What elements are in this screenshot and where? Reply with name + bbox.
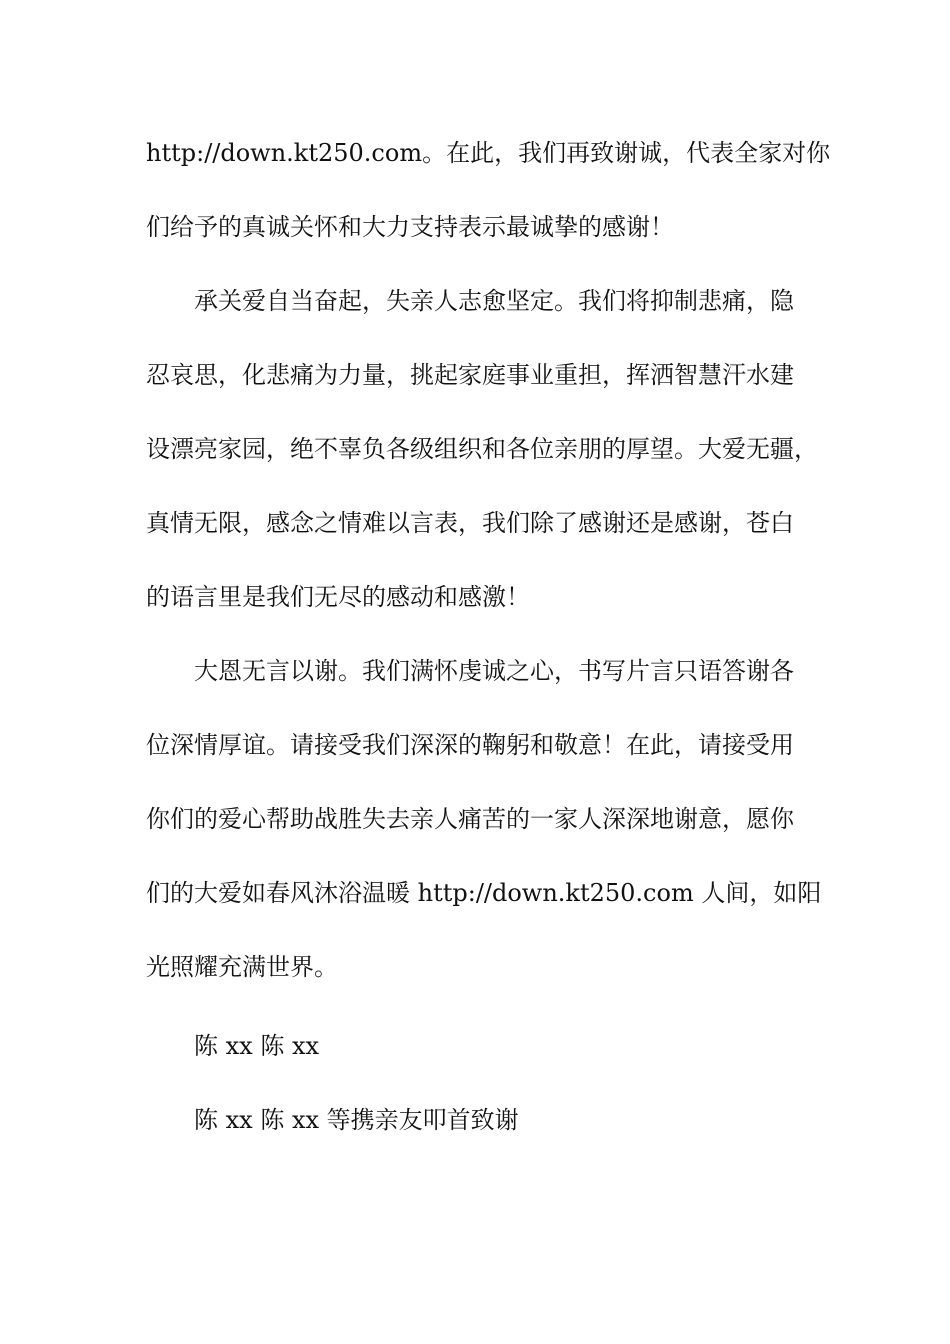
paragraph-3-line-3: 你们的爱心帮助战胜失去亲人痛苦的一家人深深地谢意，愿你 [146, 805, 794, 833]
paragraph-1-line-1: http://down.kt250.com。在此，我们再致谢诚，代表全家对你 [146, 139, 831, 167]
signature-line-1: 陈 xx 陈 xx [194, 1032, 320, 1060]
signature-line-2: 陈 xx 陈 xx 等携亲友叩首致谢 [194, 1106, 519, 1134]
paragraph-3-line-4: 们的大爱如春风沐浴温暖 http://down.kt250.com 人间，如阳 [146, 879, 822, 907]
paragraph-2-line-5: 的语言里是我们无尽的感动和感激！ [146, 583, 530, 611]
paragraph-2-line-2: 忍哀思，化悲痛为力量，挑起家庭事业重担，挥洒智慧汗水建 [146, 361, 794, 389]
paragraph-2-line-3: 设漂亮家园，绝不辜负各级组织和各位亲朋的厚望。大爱无疆， [146, 435, 818, 463]
paragraph-1-line-2: 们给予的真诚关怀和大力支持表示最诚挚的感谢！ [146, 213, 674, 241]
paragraph-3-line-5: 光照耀充满世界。 [146, 953, 338, 981]
paragraph-2-line-4: 真情无限，感念之情难以言表，我们除了感谢还是感谢，苍白 [146, 509, 794, 537]
paragraph-2-line-1: 承关爱自当奋起，失亲人志愈坚定。我们将抑制悲痛，隐 [194, 287, 794, 315]
paragraph-3-line-1: 大恩无言以谢。我们满怀虔诚之心，书写片言只语答谢各 [194, 657, 794, 685]
paragraph-3-line-2: 位深情厚谊。请接受我们深深的鞠躬和敬意！在此，请接受用 [146, 731, 794, 759]
